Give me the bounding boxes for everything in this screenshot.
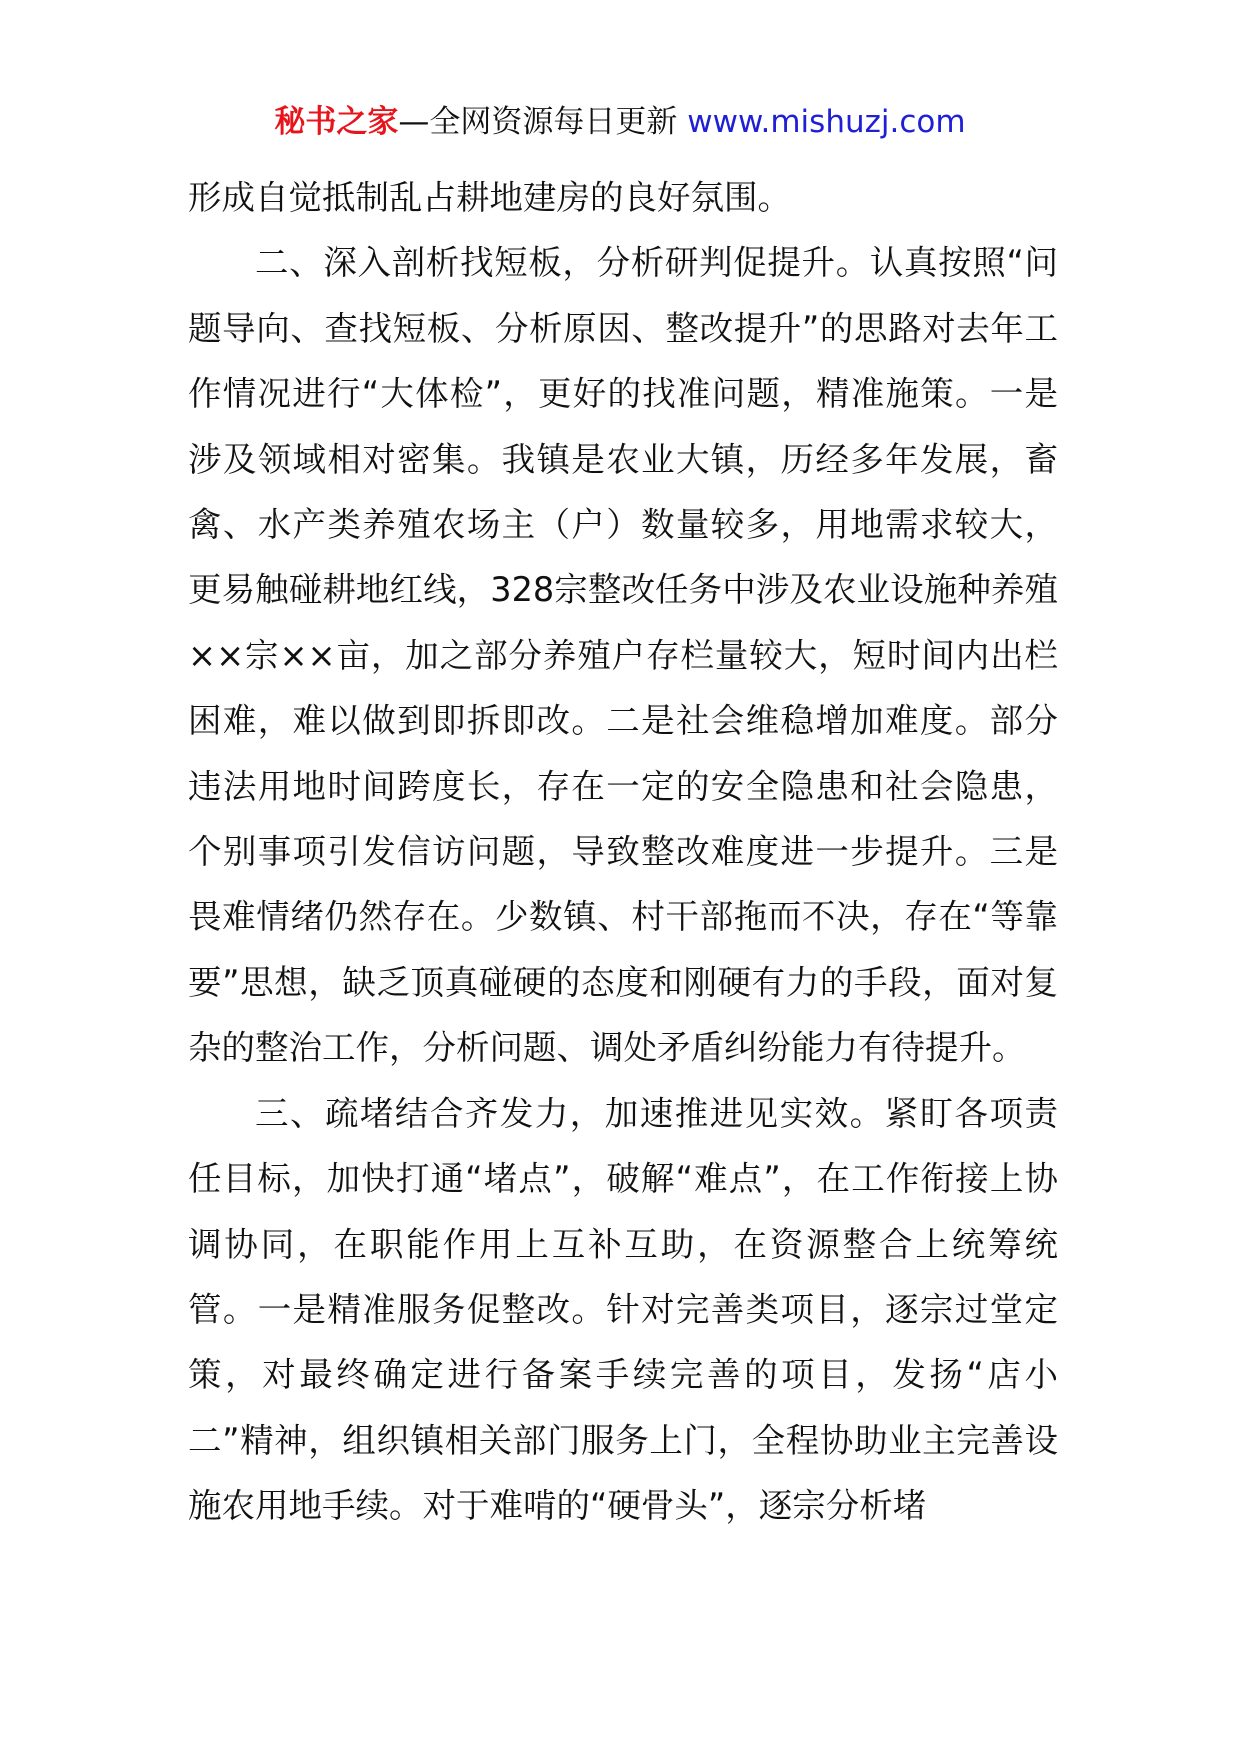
paragraph-section-two: 二、深入剖析找短板，分析研判促提升。认真按照“问题导向、查找短板、分析原因、整改提升”的思路对去年工作情况进行“大体检”，更好的找准问题，精准施策。一是涉及领域相对密集。我镇是农业大镇，历经多年发展，畜禽、水产类养殖农场主（户）数量较多，用地需求较大，更易触碰耕地红线，328宗整改任务中涉及农业设施种养殖××宗××亩，加之部分养殖户存栏量较大，短时间内出栏困难，难以做到即拆即改。二是社会维稳增加难度。部分违法用地时间跨度长，存在一定的安全隐患和社会隐患，个别事项引发信访问题，导致整改难度进一步提升。三是畏难情绪仍然存在。少数镇、村干部拖而不决，存在“等靠要”思想，缺乏顶真碰硬的态度和刚硬有力的手段，面对复杂的整治工作，分析问题、调处矛盾纠纷能力有待提升。: [188, 243, 1058, 1068]
page-header: [0, 100, 1240, 144]
header-tagline: —全网资源每日更新: [398, 104, 688, 140]
paragraph-continuation: 形成自觉抵制乱占耕地建房的良好氛围。: [188, 178, 791, 217]
brand-name: 秘书之家: [274, 104, 399, 140]
site-url-link[interactable]: www.mishuzj.com: [687, 104, 966, 140]
paragraph-section-three: 三、疏堵结合齐发力，加速推进见实效。紧盯各项责任目标，加快打通“堵点”，破解“难点”，在工作衔接上协调协同，在职能作用上互补互助，在资源整合上统筹统管。一是精准服务促整改。针对完善类项目，逐宗过堂定策，对最终确定进行备案手续完善的项目，发扬“店小二”精神，组织镇相关部门服务上门，全程协助业主完善设施农用地手续。对于难啃的“硬骨头”，逐宗分析堵: [188, 1093, 1058, 1526]
document-body: [188, 165, 1058, 1539]
